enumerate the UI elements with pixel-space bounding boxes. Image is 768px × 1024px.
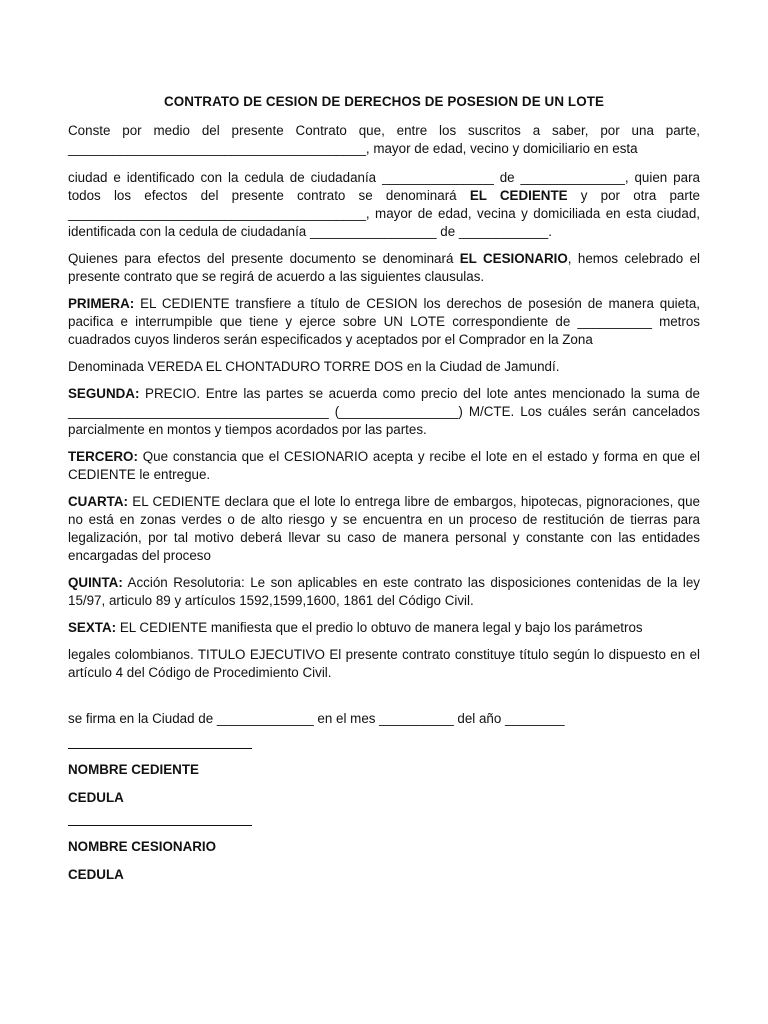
clause-quinta [68, 574, 700, 610]
clause-primera-text: EL CEDIENTE transfiere a título de CESION los derechos de posesión de manera quieta, pacifica e interrumpible que tiene y ejerce sobre UN LOTE correspondiente de __________ metros cuadrados cuyos linderos serán especificados y aceptados por el Comprador en la Zona [68, 296, 700, 347]
clause-sexta [68, 619, 700, 637]
signature-line-cediente [68, 748, 252, 749]
clause-tercero-text: Que constancia que el CESIONARIO acepta y recibe el lote en el estado y forma en que el CEDIENTE le entregue. [68, 449, 700, 482]
clause-primera [68, 295, 700, 349]
cesionario-bold: EL CESIONARIO [459, 251, 568, 266]
clause-tercero-label: TERCERO: [68, 449, 138, 464]
signature-name-cediente: NOMBRE CEDIENTE [68, 762, 199, 777]
clause-sexta-text: EL CEDIENTE manifiesta que el predio lo obtuvo de manera legal y bajo los parámetros [116, 620, 643, 635]
clause-tercero [68, 448, 700, 484]
clause-segunda-label: SEGUNDA: [68, 386, 140, 401]
signature-id-cediente: CEDULA [68, 790, 124, 805]
signature-name-cesionario: NOMBRE CESIONARIO [68, 839, 217, 854]
clause-segunda-text: PRECIO. Entre las partes se acuerda como precio del lote antes mencionado la suma de ___________________________________ (________________) M/CTE. Los cuáles serán cancelados parcialmente en montos y tiempos acordados por las partes. [68, 386, 700, 437]
cesionario-party-text: y por otra parte ________________________________________, mayor de edad, vecina y domiciliada en esta ciudad, identificada con la cedula de ciudadanía _________________ de ____________. [68, 188, 700, 239]
paragraph-cesionario [68, 250, 700, 286]
clause-quinta-label: QUINTA: [68, 575, 123, 590]
document-title: CONTRATO DE CESION DE DERECHOS DE POSESION DE UN LOTE [163, 94, 605, 109]
signature-block-cediente [68, 748, 700, 807]
signature-block-cesionario [68, 825, 700, 884]
cediente-bold: EL CEDIENTE [469, 188, 568, 203]
paragraph-cediente [68, 169, 700, 241]
clause-cuarta-text: EL CEDIENTE declara que el lote lo entrega libre de embargos, hipotecas, pignoraciones, que no está en zonas verdes o de alto riesgo y se encuentra en un proceso de restitución de tierras para legalización, por tal motivo deberá llevar su caso de manera personal y constante con las entidades encargadas del proceso [68, 494, 700, 563]
paragraph-firma: se firma en la Ciudad de _____________ en el mes __________ del año ________ [68, 711, 565, 726]
signature-line-cesionario [68, 825, 252, 826]
clause-quinta-text: Acción Resolutoria: Le son aplicables en este contrato las disposiciones contenidas de la ley 15/97, articulo 89 y artículos 1592,1599,1600, 1861 del Código Civil. [68, 575, 700, 608]
paragraph-vereda: Denominada VEREDA EL CHONTADURO TORRE DOS en la Ciudad de Jamundí. [68, 359, 560, 374]
cesionario-intro: Quienes para efectos del presente documento se denominará [68, 251, 454, 266]
clause-cuarta [68, 493, 700, 565]
cesionario-end: , hemos celebrado el presente contrato que se regirá de acuerdo a las siguientes clausulas. [68, 251, 700, 284]
clause-segunda [68, 385, 700, 439]
clause-cuarta-label: CUARTA: [68, 494, 128, 509]
contract-document [68, 93, 700, 894]
paragraph-legales: legales colombianos. TITULO EJECUTIVO El presente contrato constituye título según lo dispuesto en el artículo 4 del Código de Procedimiento Civil. [68, 647, 700, 680]
clause-sexta-label: SEXTA: [68, 620, 117, 635]
clause-primera-label: PRIMERA: [68, 296, 135, 311]
signature-id-cesionario: CEDULA [68, 867, 124, 882]
paragraph-parties-intro: Conste por medio del presente Contrato que, entre los suscritos a saber, por una parte, ________________________________________, mayor de edad, vecino y domiciliario en esta [68, 123, 700, 156]
cediente-text: ciudad e identificado con la cedula de ciudadanía _______________ de ______________, quien para todos los efectos del presente contrato se denominará [68, 170, 700, 203]
